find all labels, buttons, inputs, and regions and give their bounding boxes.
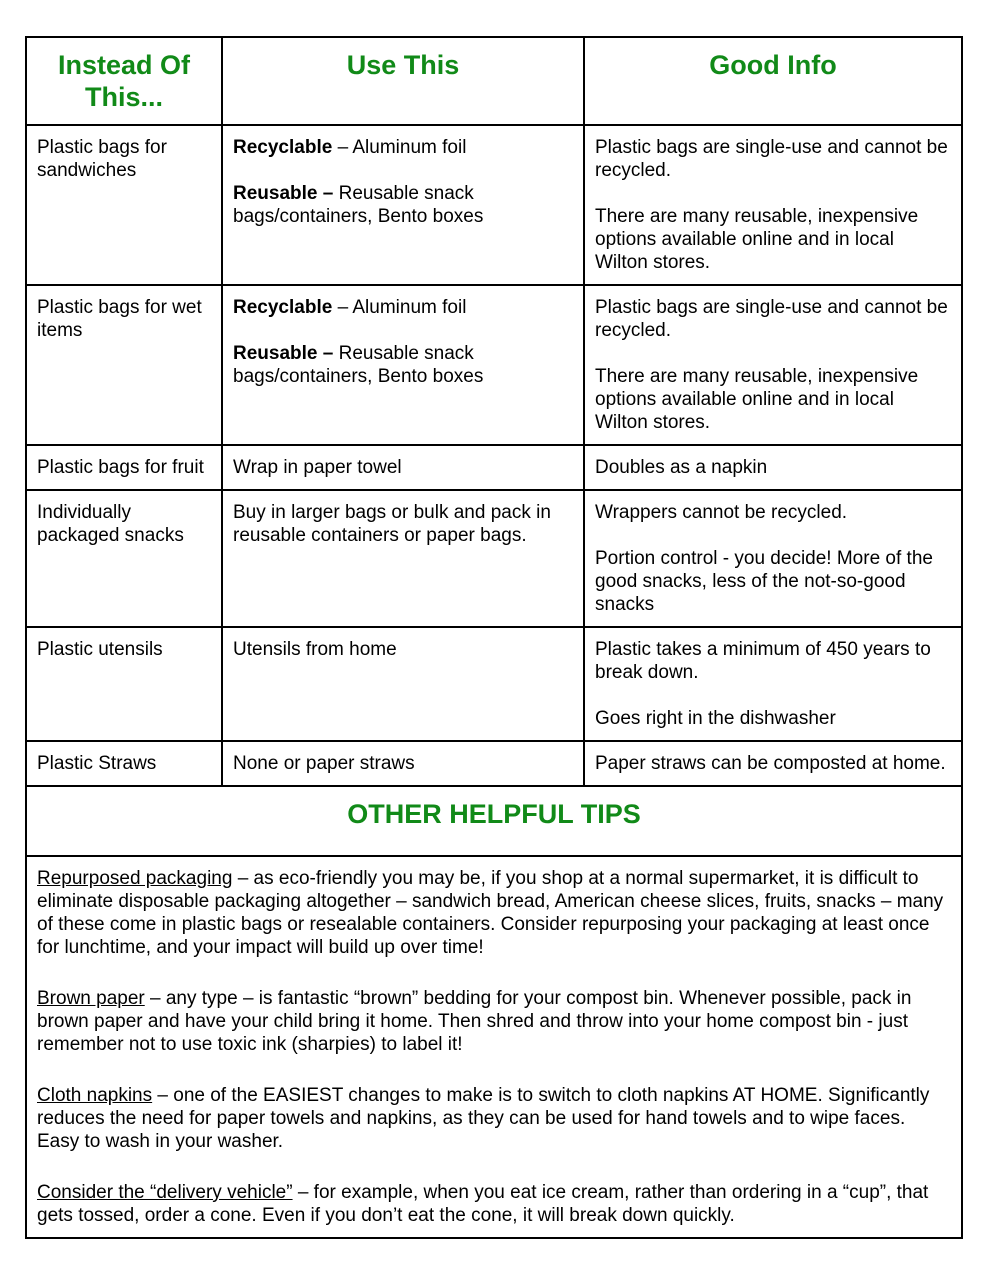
table-row [26,445,962,490]
tip-item: Brown paper – any type – is fantastic “brown” bedding for your compost bin. Whenever possible, pack in brown paper and have your child bring it home. Then shred and throw into your home compost bin - just remember not to use toxic ink (sharpies) to label it! [37,988,912,1055]
instead-cell: Plastic utensils [26,627,222,741]
instead-cell: Plastic bags for sandwiches [26,125,222,285]
table-row [26,285,962,445]
instead-cell: Plastic bags for fruit [26,445,222,490]
instead-cell: Individually packaged snacks [26,490,222,627]
tip-item: Cloth napkins – one of the EASIEST changes to make is to switch to cloth napkins AT HOME. Significantly reduces the need for paper towels and napkins, as they can be used for hand towels and to wipe faces. Easy to wash in your washer. [37,1085,930,1152]
info-cell: Doubles as a napkin [584,445,962,490]
header-instead-of: Instead Of This... [26,37,222,125]
info-cell: Wrappers cannot be recycled. Portion control - you decide! More of the good snacks, less of the not-so-good snacks [584,490,962,627]
info-cell: Paper straws can be composted at home. [584,741,962,786]
tip-heading: Repurposed packaging [37,868,233,889]
use-cell: Buy in larger bags or bulk and pack in reusable containers or paper bags. [222,490,584,627]
tip-heading: Consider the “delivery vehicle” [37,1182,293,1203]
tip-heading: Brown paper [37,988,145,1009]
instead-cell: Plastic Straws [26,741,222,786]
info-cell: Plastic bags are single-use and cannot be recycled. There are many reusable, inexpensive options available online and in local Wilton stores. [584,125,962,285]
table-row [26,490,962,627]
table-row [26,125,962,285]
use-cell: None or paper straws [222,741,584,786]
eco-lunch-table [25,36,963,1239]
use-cell: Recyclable – Aluminum foil Reusable – Reusable snack bags/containers, Bento boxes [222,285,584,445]
header-use-this: Use This [222,37,584,125]
header-good-info: Good Info [584,37,962,125]
instead-cell: Plastic bags for wet items [26,285,222,445]
info-cell: Plastic takes a minimum of 450 years to break down. Goes right in the dishwasher [584,627,962,741]
tips-body [26,856,962,1238]
tips-body-row [26,856,962,1238]
tips-title-row [26,786,962,856]
use-cell: Wrap in paper towel [222,445,584,490]
tips-title: OTHER HELPFUL TIPS [26,786,962,856]
info-cell: Plastic bags are single-use and cannot be recycled. There are many reusable, inexpensive options available online and in local Wilton stores. [584,285,962,445]
table-row [26,741,962,786]
tip-item: Repurposed packaging – as eco-friendly you may be, if you shop at a normal supermarket, it is difficult to eliminate disposable packaging altogether – sandwich bread, American cheese slices, fruits, snacks – many of these come in plastic bags or resealable containers. Consider repurposing your packaging at least once for lunchtime, and your impact will build up over time! [37,868,944,958]
use-cell: Recyclable – Aluminum foil Reusable – Reusable snack bags/containers, Bento boxes [222,125,584,285]
tip-heading: Cloth napkins [37,1085,153,1106]
use-cell: Utensils from home [222,627,584,741]
table-row [26,627,962,741]
tip-item: Consider the “delivery vehicle” – for example, when you eat ice cream, rather than ordering in a “cup”, that gets tossed, order a cone. Even if you don’t eat the cone, it will break down quickly. [37,1182,929,1226]
table-header-row [26,37,962,125]
